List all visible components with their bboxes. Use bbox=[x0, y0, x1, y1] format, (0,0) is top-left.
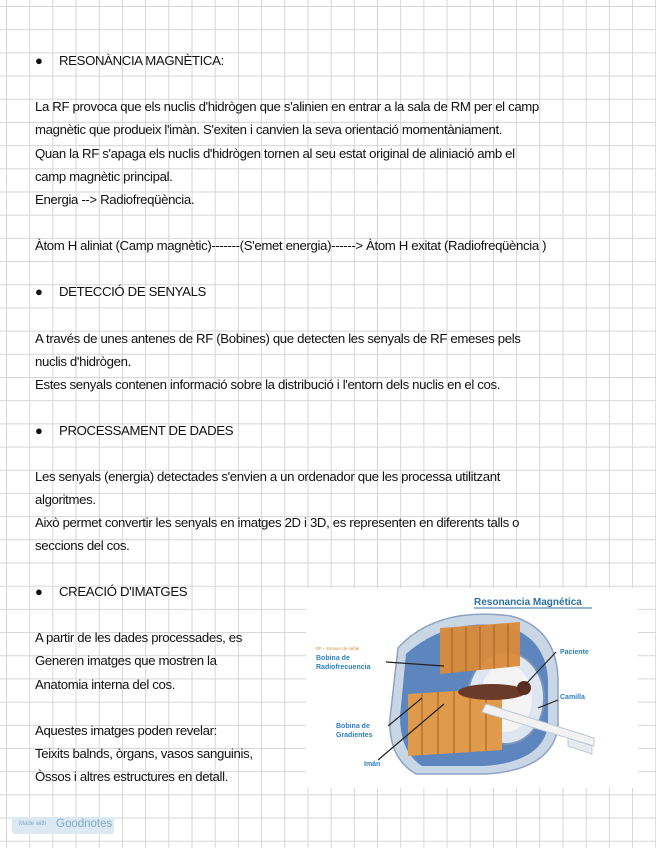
heading-processament bbox=[35, 423, 233, 439]
text-line: Aquestes imatges poden revelar: bbox=[35, 723, 217, 738]
text-line: Teixits balnds, òrgans, vasos sanguinis, bbox=[35, 746, 253, 761]
bullet-icon: ● bbox=[35, 423, 43, 438]
text-line: Àtom H aliniat (Camp magnètic)-------(S'emet energia)------> Àtom H exitat (Radiofreqüència ) bbox=[35, 238, 547, 253]
heading-creacio bbox=[35, 584, 187, 600]
made-with-text: Made with bbox=[19, 821, 47, 827]
text-line: La RF provoca que els nuclis d'hidrògen que s'alinien en entrar a la sala de RM per el camp bbox=[35, 99, 539, 114]
bullet-icon: ● bbox=[35, 584, 43, 599]
heading-text: CREACIÓ D'IMATGES bbox=[59, 584, 188, 599]
text-line: nuclis d'hidrògen. bbox=[35, 354, 131, 369]
heading-text: RESONÀNCIA MAGNÈTICA: bbox=[59, 53, 224, 68]
svg-text:Radiofrecuencia: Radiofrecuencia bbox=[316, 664, 371, 671]
label-patient: Paciente bbox=[560, 649, 589, 656]
text-line: Quan la RF s'apaga els nuclis d'hidrògen tornen al seu estat original de aliniació amb el bbox=[35, 146, 515, 161]
mri-illustration bbox=[306, 588, 638, 788]
label-rf-coil: Bobina de bbox=[316, 655, 350, 662]
svg-text:RF – Emisor de señal: RF – Emisor de señal bbox=[316, 646, 360, 651]
text-line: Les senyals (energia) detectades s'envien a un ordenador que les processa utilitzant bbox=[35, 469, 501, 484]
bullet-icon: ● bbox=[35, 284, 43, 299]
bullet-icon: ● bbox=[35, 53, 43, 68]
text-line: Energia --> Radiofreqüència. bbox=[35, 192, 195, 207]
text-line: camp magnètic principal. bbox=[35, 169, 173, 184]
text-line: A partir de les dades processades, es bbox=[35, 630, 242, 645]
text-line: seccions del cos. bbox=[35, 538, 130, 553]
svg-text:Gradientes: Gradientes bbox=[336, 732, 373, 739]
text-line: Estes senyals contenen informació sobre la distribució i l'entorn dels nuclis en el cos. bbox=[35, 377, 501, 392]
heading-text: PROCESSAMENT DE DADES bbox=[59, 423, 234, 438]
text-line: Anatomia interna del cos. bbox=[35, 677, 176, 692]
figure-title: Resonancia Magnética bbox=[474, 597, 582, 608]
label-gradient-coils: Bobina de bbox=[336, 723, 370, 730]
goodnotes-badge bbox=[12, 817, 114, 834]
text-line: A través de unes antenes de RF (Bobines) que detecten les senyals de RF emeses pels bbox=[35, 331, 521, 346]
label-table: Camilla bbox=[560, 694, 585, 701]
heading-text: DETECCIÓ DE SENYALS bbox=[59, 284, 206, 299]
text-line: Òssos i altres estructures en detall. bbox=[35, 769, 229, 784]
heading-resonancia bbox=[35, 53, 224, 69]
heading-deteccio bbox=[35, 284, 206, 300]
goodnotes-brand: Goodnotes bbox=[56, 818, 113, 830]
text-line: algoritmes. bbox=[35, 492, 96, 507]
text-line: magnètic que produeix l'imàn. S'exiten i canvien la seva orientació momentàniament. bbox=[35, 122, 503, 137]
text-line: Això permet convertir les senyals en imatges 2D i 3D, es representen en diferents talls o bbox=[35, 515, 520, 530]
text-line: Generen imatges que mostren la bbox=[35, 653, 217, 668]
label-magnet: Imán bbox=[364, 761, 381, 768]
mri-scanner-image bbox=[306, 588, 638, 788]
